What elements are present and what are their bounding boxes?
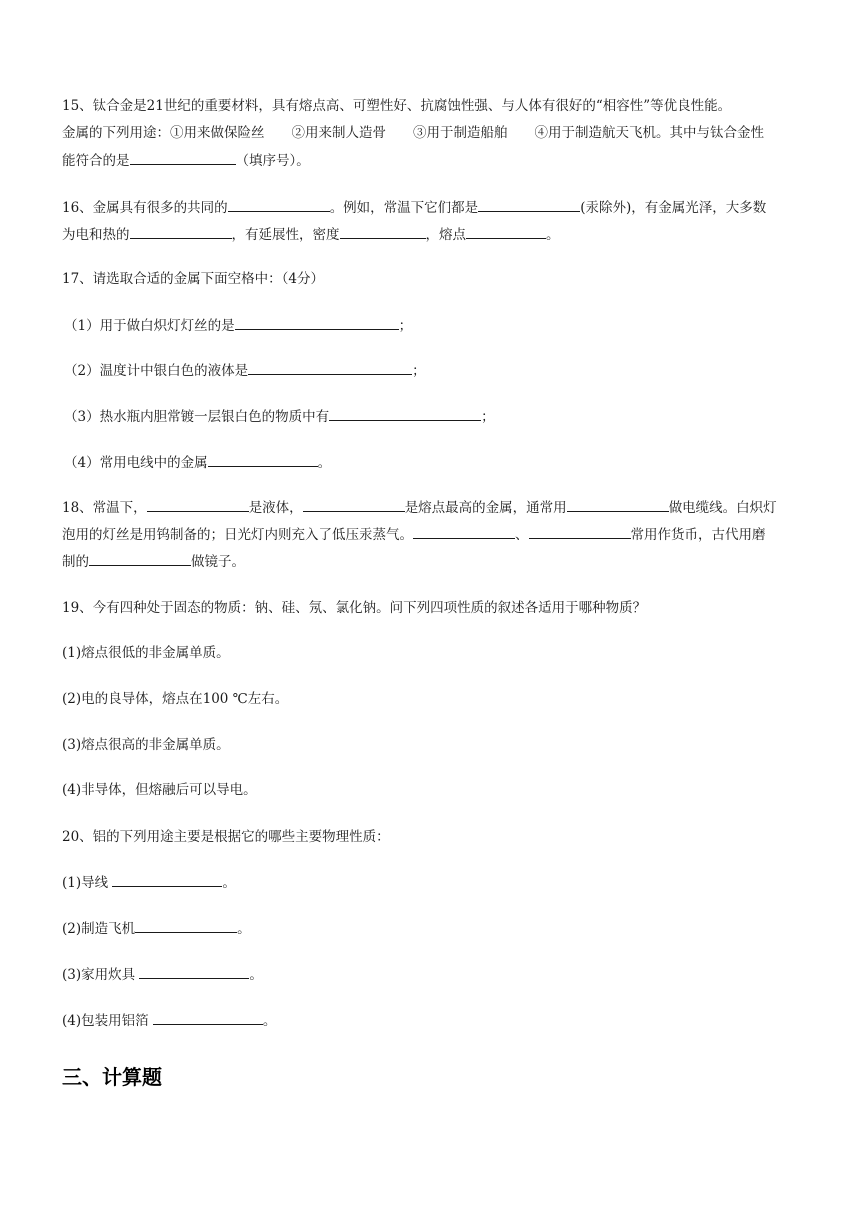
- q18-text: 是熔点最高的金属，通常用: [404, 500, 567, 516]
- q20-blank-1[interactable]: [112, 873, 222, 887]
- q18-text: 做电缆线。白炽灯: [668, 500, 777, 516]
- q18-text: 是液体，: [248, 500, 303, 516]
- q16-text: ，有延展性，密度: [231, 227, 340, 243]
- q18-blank-6[interactable]: [89, 552, 191, 566]
- q17-item-2: [64, 361, 426, 380]
- q16-text: 为电和热的: [62, 227, 130, 243]
- q16-blank-1[interactable]: [228, 198, 330, 212]
- q16-line-2: [62, 225, 560, 244]
- q16-text: (汞除外)，有金属光泽，大多数: [580, 200, 767, 216]
- q20-item-end: 。: [249, 967, 263, 983]
- q17-item-text: （3）热水瓶内胆常镀一层银白色的物质中有: [64, 409, 330, 425]
- q18-blank-2[interactable]: [303, 498, 405, 512]
- q17-blank-3[interactable]: [329, 407, 481, 421]
- q19-item-1: (1)熔点很低的非金属单质。: [62, 645, 230, 661]
- q17-item-text: （1）用于做白炽灯灯丝的是: [64, 318, 235, 334]
- q18-line-1: [62, 498, 777, 517]
- q17-item-text: （2）温度计中银白色的液体是: [64, 363, 249, 379]
- q15-answer-blank[interactable]: [130, 151, 236, 165]
- q20-blank-2[interactable]: [135, 919, 237, 933]
- q16-blank-3[interactable]: [130, 225, 232, 239]
- q20-blank-3[interactable]: [139, 965, 249, 979]
- q18-blank-3[interactable]: [567, 498, 669, 512]
- q18-line-3: [62, 552, 245, 571]
- q16-blank-5[interactable]: [466, 225, 546, 239]
- q17-item-end: ；: [412, 363, 426, 379]
- q19-item-3: (3)熔点很高的非金属单质。: [62, 737, 230, 753]
- q16-text: 。: [546, 227, 560, 243]
- q16-blank-4[interactable]: [340, 225, 426, 239]
- q20-item-text: (1)导线: [62, 875, 113, 891]
- q17-blank-1[interactable]: [235, 316, 399, 330]
- q16-text: ，熔点: [425, 227, 466, 243]
- q17-title: 17、请选取合适的金属下面空格中：（4分）: [62, 271, 325, 287]
- q18-blank-5[interactable]: [529, 525, 631, 539]
- q17-item-4: [64, 453, 331, 472]
- q20-item-end: 。: [222, 875, 236, 891]
- q17-item-3: [64, 407, 495, 426]
- q18-text: 、: [515, 527, 529, 543]
- q20-item-end: 。: [237, 921, 251, 937]
- q20-item-2: [62, 919, 251, 938]
- q20-item-1: [62, 873, 236, 892]
- q17-item-1: [64, 316, 412, 335]
- q20-item-end: 。: [262, 1013, 277, 1029]
- q16-text: 16、金属具有很多的共同的: [62, 200, 228, 216]
- q18-text: 做镜子。: [191, 554, 245, 570]
- q16-line-1: [62, 198, 766, 217]
- q17-blank-4[interactable]: [208, 453, 318, 467]
- q18-blank-1[interactable]: [147, 498, 249, 512]
- q18-text: 泡用的灯丝是用钨制备的；日光灯内则充入了低压汞蒸气。: [62, 527, 413, 543]
- q17-item-text: （4）常用电线中的金属: [64, 455, 208, 471]
- q20-item-text: (4)包装用铝箔: [62, 1013, 153, 1029]
- q15-text: 能符合的是: [62, 153, 130, 169]
- q18-line-2: [62, 525, 766, 544]
- q17-item-end: ；: [481, 409, 495, 425]
- q20-title: 20、铝的下列用途主要是根据它的哪些主要物理性质：: [62, 829, 390, 845]
- q19-item-2: (2)电的良导体，熔点在100 ℃左右。: [62, 691, 289, 707]
- q16-blank-2[interactable]: [478, 198, 580, 212]
- q20-item-text: (3)家用炊具: [62, 967, 140, 983]
- q17-item-end: ；: [398, 318, 413, 334]
- q19-item-4: (4)非导体，但熔融后可以导电。: [62, 782, 257, 798]
- q17-item-end: 。: [317, 455, 332, 471]
- q18-text: 常用作货币，古代用磨: [630, 527, 766, 543]
- section-heading: 三、计算题: [62, 1065, 162, 1089]
- q18-text: 制的: [62, 554, 89, 570]
- q20-blank-4[interactable]: [153, 1011, 263, 1025]
- q18-blank-4[interactable]: [413, 525, 515, 539]
- q19-title: 19、今有四种处于固态的物质：钠、硅、氖、氯化钠。问下列四项性质的叙述各适用于哪种物质？: [62, 600, 647, 616]
- q15-line-2: 金属的下列用途：①用来做保险丝 ②用来制人造骨 ③用于制造船舶 ④用于制造航天飞机。其中与钛合金性: [62, 125, 764, 141]
- q17-blank-2[interactable]: [248, 361, 412, 375]
- q20-item-text: (2)制造飞机: [62, 921, 136, 937]
- q15-line-1: 15、钛合金是21世纪的重要材料，具有熔点高、可塑性好、抗腐蚀性强、与人体有很好的“相容性”等优良性能。: [62, 98, 732, 114]
- q15-text: （填序号）。: [235, 153, 310, 169]
- q15-line-3: [62, 151, 310, 170]
- q16-text: 。例如，常温下它们都是: [329, 200, 479, 216]
- q18-text: 18、常温下，: [62, 500, 147, 516]
- q20-item-4: [62, 1011, 276, 1030]
- q20-item-3: [62, 965, 263, 984]
